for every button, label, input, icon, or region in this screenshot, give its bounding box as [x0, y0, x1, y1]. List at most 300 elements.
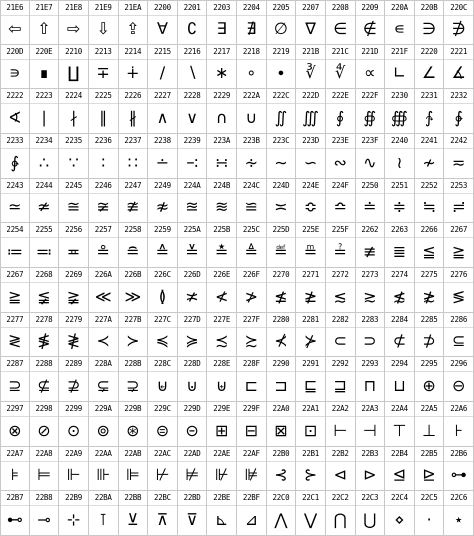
symbol-glyph: ∛ [305, 63, 316, 83]
symbol-glyph: ∨ [186, 108, 198, 128]
codepoint-label: 226B [119, 268, 148, 283]
symbol-glyph: ≺ [96, 331, 110, 351]
symbol-cell [0, 491, 30, 536]
symbol-glyph: ≦ [422, 242, 436, 262]
symbol-glyph: ≶ [451, 286, 466, 306]
codepoint-label: 2222 [1, 89, 29, 104]
codepoint-label: 223E [326, 134, 355, 149]
symbol-cell [0, 134, 30, 179]
symbol-cell [119, 45, 149, 90]
symbol-cell [89, 0, 119, 45]
symbol-glyph: ⊷ [6, 510, 23, 530]
symbol-cell [89, 89, 119, 134]
symbol-cell [119, 491, 149, 536]
codepoint-label: 2203 [207, 1, 236, 16]
symbol-cell [30, 357, 60, 402]
codepoint-label: 2208 [326, 1, 355, 16]
symbol-glyph: ≚ [185, 242, 199, 262]
codepoint-label: 22BC [148, 491, 177, 506]
symbol-cell [119, 89, 149, 134]
codepoint-label: 22B7 [1, 491, 29, 506]
symbol-cell [89, 179, 119, 224]
symbol-cell [237, 268, 267, 313]
symbol-glyph: ⊬ [155, 465, 170, 485]
symbol-glyph: ≳ [363, 286, 377, 306]
symbol-glyph: ≖ [66, 242, 81, 262]
symbol-glyph: ∊ [393, 19, 406, 39]
symbol-glyph: ∿ [363, 152, 377, 172]
symbol-glyph: ∯ [363, 108, 377, 128]
symbol-glyph: ≑ [392, 197, 407, 217]
symbol-cell [59, 447, 89, 492]
codepoint-label: 229C [148, 402, 177, 417]
symbol-glyph: ⊴ [392, 465, 407, 485]
symbol-glyph: ∻ [244, 152, 259, 172]
symbol-glyph: ⊗ [8, 420, 22, 440]
symbol-glyph: ∡ [451, 63, 466, 83]
symbol-glyph: ⋄ [394, 510, 405, 530]
symbol-glyph: ⊖ [451, 376, 466, 396]
codepoint-label: 2295 [415, 357, 444, 372]
symbol-glyph: ⊦ [454, 420, 463, 440]
symbol-glyph: ≮ [214, 286, 229, 306]
symbol-glyph: ≏ [333, 197, 347, 217]
symbol-glyph: ⊌ [156, 376, 169, 396]
symbol-glyph: ∈ [333, 19, 348, 39]
symbol-glyph: ≟ [333, 242, 347, 262]
symbol-glyph: ≗ [96, 242, 110, 262]
symbol-cell [444, 313, 474, 358]
codepoint-label: 2285 [415, 313, 444, 328]
symbol-glyph: ∓ [96, 63, 110, 83]
symbol-cell [30, 223, 60, 268]
symbol-glyph: ⊼ [156, 510, 169, 530]
symbol-glyph: ∭ [302, 108, 320, 128]
symbol-glyph: ⊞ [214, 420, 229, 440]
symbol-cell [0, 179, 30, 224]
codepoint-label: 220D [1, 45, 29, 60]
symbol-cell [119, 268, 149, 313]
symbol-cell [178, 179, 208, 224]
symbol-glyph: ⊕ [422, 376, 436, 396]
symbol-glyph: ⊊ [96, 376, 110, 396]
symbol-glyph: ≜ [244, 242, 259, 262]
symbol-cell [119, 0, 149, 45]
symbol-glyph: ∉ [362, 19, 377, 39]
codepoint-label: 229A [89, 402, 118, 417]
symbol-cell [148, 179, 178, 224]
symbol-cell [207, 313, 237, 358]
symbol-cell [0, 0, 30, 45]
codepoint-label: 225F [326, 223, 355, 238]
symbol-glyph: ≉ [155, 197, 170, 217]
symbol-glyph: ≫ [124, 286, 142, 306]
codepoint-label: 21E7 [30, 1, 59, 16]
symbol-glyph: ⊧ [10, 465, 19, 485]
symbol-glyph: ≀ [396, 152, 403, 172]
symbol-glyph: ≎ [303, 197, 318, 217]
symbol-cell [356, 268, 386, 313]
symbol-glyph: ≽ [185, 331, 199, 351]
symbol-glyph: ⊍ [186, 376, 198, 396]
symbol-cell [178, 491, 208, 536]
symbol-glyph: ⊢ [333, 420, 348, 440]
codepoint-label: 2227 [148, 89, 177, 104]
symbol-glyph: ⊛ [126, 420, 140, 440]
codepoint-label: 22A8 [30, 447, 59, 462]
symbol-cell [326, 268, 356, 313]
codepoint-label: 22A7 [1, 447, 29, 462]
symbol-cell [444, 0, 474, 45]
codepoint-label: 2284 [385, 313, 414, 328]
symbol-cell [326, 45, 356, 90]
codepoint-label: 2257 [89, 223, 118, 238]
symbol-glyph: ∧ [156, 108, 169, 128]
symbol-cell [178, 223, 208, 268]
symbol-glyph: ≍ [274, 197, 288, 217]
codepoint-label: 2223 [30, 89, 59, 104]
symbol-glyph: ⊠ [274, 420, 288, 440]
symbol-cell [59, 268, 89, 313]
symbol-glyph: ∽ [303, 152, 318, 172]
symbol-cell [296, 313, 326, 358]
symbol-cell [296, 134, 326, 179]
symbol-cell [30, 134, 60, 179]
symbol-glyph: ∺ [214, 152, 229, 172]
codepoint-label: 2243 [1, 179, 29, 194]
codepoint-label: 222A [237, 89, 266, 104]
symbol-cell [148, 223, 178, 268]
symbol-glyph: ≊ [185, 197, 199, 217]
codepoint-label: 227D [178, 313, 207, 328]
symbol-glyph: ≇ [126, 197, 140, 217]
symbol-glyph: ∀ [156, 19, 168, 39]
codepoint-label: 2236 [89, 134, 118, 149]
symbol-glyph: ⊿ [244, 510, 259, 530]
symbol-cell [444, 223, 474, 268]
codepoint-label: 2239 [178, 134, 207, 149]
codepoint-label: 2216 [178, 45, 207, 60]
symbol-glyph: ⊒ [333, 376, 347, 396]
symbol-cell [237, 402, 267, 447]
symbol-glyph: ≆ [96, 197, 110, 217]
codepoint-label: 22C6 [444, 491, 473, 506]
symbol-glyph: ≩ [66, 286, 81, 306]
symbol-cell [267, 0, 297, 45]
symbol-cell [0, 313, 30, 358]
codepoint-label: 21E8 [59, 1, 88, 16]
symbol-glyph: ⇧ [37, 19, 51, 39]
codepoint-label: 2237 [119, 134, 148, 149]
symbol-cell [385, 134, 415, 179]
codepoint-label: 2242 [444, 134, 473, 149]
symbol-glyph: ≧ [8, 286, 22, 306]
symbol-cell [267, 223, 297, 268]
codepoint-label: 228C [148, 357, 177, 372]
symbol-cell [119, 402, 149, 447]
symbol-cell [444, 447, 474, 492]
symbol-cell [326, 357, 356, 402]
symbol-cell [178, 268, 208, 313]
symbol-cell [89, 45, 119, 90]
symbol-glyph: ⇪ [126, 19, 140, 39]
symbol-cell [385, 0, 415, 45]
symbol-glyph: ⊮ [214, 465, 229, 485]
symbol-glyph: ≕ [35, 242, 52, 262]
symbol-cell [148, 89, 178, 134]
codepoint-label: 224D [267, 179, 296, 194]
codepoint-label: 2275 [415, 268, 444, 283]
codepoint-label: 220B [415, 1, 444, 16]
symbol-glyph: ⊔ [393, 376, 406, 396]
codepoint-label: 22B3 [356, 447, 385, 462]
codepoint-label: 222E [326, 89, 355, 104]
symbol-glyph: ≲ [333, 286, 347, 306]
symbol-cell [59, 357, 89, 402]
codepoint-label: 22AF [237, 447, 266, 462]
symbol-cell [119, 357, 149, 402]
codepoint-label: 2283 [356, 313, 385, 328]
symbol-glyph: ⋁ [304, 510, 318, 530]
codepoint-label: 22B4 [385, 447, 414, 462]
symbol-glyph: ⇩ [96, 19, 110, 39]
symbol-glyph: ⊇ [8, 376, 22, 396]
symbol-cell [296, 179, 326, 224]
symbol-cell [207, 402, 237, 447]
symbol-glyph: ⇨ [66, 19, 81, 39]
codepoint-label: 22BD [178, 491, 207, 506]
symbol-cell [207, 179, 237, 224]
symbol-glyph: ∔ [126, 63, 140, 83]
symbol-glyph: ≓ [451, 197, 466, 217]
symbol-cell [326, 89, 356, 134]
symbol-cell [267, 268, 297, 313]
symbol-glyph: ⊑ [303, 376, 318, 396]
codepoint-label: 222C [267, 89, 296, 104]
codepoint-label: 22B8 [30, 491, 59, 506]
symbol-cell [59, 89, 89, 134]
codepoint-label: 226C [148, 268, 177, 283]
symbol-cell [415, 447, 445, 492]
codepoint-label: 22C2 [326, 491, 355, 506]
codepoint-label: 2282 [326, 313, 355, 328]
codepoint-label: 2230 [385, 89, 414, 104]
symbol-glyph: ≌ [244, 197, 259, 217]
codepoint-label: 2252 [415, 179, 444, 194]
symbol-cell [30, 447, 60, 492]
codepoint-label: 2235 [59, 134, 88, 149]
symbol-glyph: ∩ [215, 108, 228, 128]
symbol-glyph: ≋ [214, 197, 229, 217]
codepoint-label: 2250 [356, 179, 385, 194]
codepoint-label: 2240 [385, 134, 414, 149]
symbol-cell [148, 447, 178, 492]
symbol-cell [178, 89, 208, 134]
symbol-cell [148, 357, 178, 402]
symbol-cell [415, 45, 445, 90]
symbol-cell [178, 447, 208, 492]
symbol-glyph: ≣ [392, 242, 407, 262]
symbol-cell [30, 45, 60, 90]
symbol-glyph: ∟ [392, 63, 407, 83]
symbol-cell [119, 223, 149, 268]
codepoint-label: 2267 [1, 268, 29, 283]
symbol-cell [59, 491, 89, 536]
symbol-cell [119, 447, 149, 492]
symbol-cell [444, 491, 474, 536]
symbol-cell [30, 89, 60, 134]
symbol-glyph: ≷ [8, 331, 22, 351]
codepoint-label: 22A6 [444, 402, 473, 417]
symbol-glyph: ⊥ [422, 420, 437, 440]
codepoint-label: 226F [237, 268, 266, 283]
codepoint-label: 2207 [296, 1, 325, 16]
symbol-glyph: ∗ [214, 63, 229, 83]
symbol-cell [385, 179, 415, 224]
symbol-glyph: ⋆ [453, 510, 464, 530]
symbol-cell [207, 89, 237, 134]
symbol-cell [89, 402, 119, 447]
codepoint-label: 228D [178, 357, 207, 372]
codepoint-label: 224B [207, 179, 236, 194]
symbol-cell [59, 0, 89, 45]
codepoint-label: 22B0 [267, 447, 296, 462]
codepoint-label: 22C4 [385, 491, 414, 506]
codepoint-label: 2255 [30, 223, 59, 238]
symbol-glyph: ∷ [127, 152, 138, 172]
codepoint-label: 2258 [119, 223, 148, 238]
symbol-glyph: ⊆ [451, 331, 466, 351]
symbol-glyph: ≁ [422, 152, 436, 172]
symbol-cell [385, 447, 415, 492]
codepoint-label: 2231 [415, 89, 444, 104]
symbol-glyph: ≾ [214, 331, 229, 351]
symbol-cell [415, 491, 445, 536]
symbol-glyph: ≱ [303, 286, 318, 306]
codepoint-label: 222D [296, 89, 325, 104]
symbol-cell [119, 313, 149, 358]
symbol-cell [207, 268, 237, 313]
symbol-cell [296, 357, 326, 402]
symbol-glyph: ∤ [69, 108, 78, 128]
symbol-cell [0, 223, 30, 268]
symbol-glyph: ≿ [244, 331, 259, 351]
symbol-cell [415, 313, 445, 358]
symbol-cell [0, 268, 30, 313]
symbol-cell [415, 223, 445, 268]
symbol-cell [89, 134, 119, 179]
symbol-glyph: ⊻ [126, 510, 139, 530]
symbol-glyph: ≝ [274, 242, 288, 262]
codepoint-label: 227A [89, 313, 118, 328]
codepoint-label: 2263 [385, 223, 414, 238]
symbol-cell [444, 268, 474, 313]
symbol-glyph: ⊎ [215, 376, 228, 396]
symbol-cell [0, 45, 30, 90]
symbol-cell [119, 179, 149, 224]
symbol-cell [326, 402, 356, 447]
symbol-glyph: ∃ [216, 19, 227, 39]
codepoint-label: 2247 [119, 179, 148, 194]
codepoint-label: 22A5 [415, 402, 444, 417]
codepoint-label: 2292 [326, 357, 355, 372]
symbol-cell [326, 491, 356, 536]
symbol-cell [89, 223, 119, 268]
symbol-glyph: ⊤ [392, 420, 407, 440]
codepoint-label: 22AB [119, 447, 148, 462]
codepoint-label: 22C0 [267, 491, 296, 506]
symbol-cell [444, 89, 474, 134]
codepoint-label: 2287 [1, 357, 29, 372]
symbol-cell [178, 45, 208, 90]
symbol-cell [326, 447, 356, 492]
symbol-glyph: ⊾ [214, 510, 229, 530]
symbol-cell [237, 89, 267, 134]
codepoint-label: 2205 [267, 1, 296, 16]
codepoint-label: 2294 [385, 357, 414, 372]
symbol-glyph: ∌ [451, 19, 466, 39]
symbol-glyph: ≄ [37, 197, 51, 217]
symbol-cell [148, 45, 178, 90]
symbol-cell [267, 313, 297, 358]
codepoint-label: 2232 [444, 89, 473, 104]
symbol-glyph: ⋂ [333, 510, 347, 530]
symbol-glyph: ∱ [424, 108, 434, 128]
symbol-cell [296, 45, 326, 90]
symbol-cell [148, 0, 178, 45]
codepoint-label: 22BF [237, 491, 266, 506]
symbol-cell [148, 402, 178, 447]
symbol-cell [415, 179, 445, 224]
codepoint-label: 2228 [178, 89, 207, 104]
codepoint-label: 2249 [148, 179, 177, 194]
symbol-cell [0, 357, 30, 402]
symbol-cell [267, 45, 297, 90]
codepoint-label: 229B [119, 402, 148, 417]
codepoint-label: 2259 [148, 223, 177, 238]
symbol-cell [267, 447, 297, 492]
codepoint-label: 2221 [444, 45, 473, 60]
symbol-glyph: ⊰ [274, 465, 288, 485]
symbol-glyph: ∼ [274, 152, 288, 172]
symbol-cell [326, 179, 356, 224]
codepoint-label: 2204 [237, 1, 266, 16]
codepoint-label: 22BB [119, 491, 148, 506]
symbol-glyph: ⊡ [303, 420, 318, 440]
codepoint-label: 22A2 [326, 402, 355, 417]
codepoint-label: 2266 [415, 223, 444, 238]
codepoint-label: 225C [237, 223, 266, 238]
codepoint-label: 22AC [148, 447, 177, 462]
codepoint-label: 2279 [59, 313, 88, 328]
symbol-glyph: ⊄ [392, 331, 407, 351]
symbol-glyph: ≞ [303, 242, 318, 262]
codepoint-label: 2281 [296, 313, 325, 328]
codepoint-label: 2289 [59, 357, 88, 372]
symbol-cell [267, 89, 297, 134]
codepoint-label: 225D [267, 223, 296, 238]
codepoint-label: 220E [30, 45, 59, 60]
symbol-glyph: ⊯ [244, 465, 259, 485]
codepoint-label: 2293 [356, 357, 385, 372]
symbol-glyph: ≰ [274, 286, 288, 306]
codepoint-label: 22AA [89, 447, 118, 462]
symbol-glyph: ≯ [244, 286, 259, 306]
symbol-glyph: ∁ [186, 19, 198, 39]
codepoint-label: 22A1 [296, 402, 325, 417]
symbol-glyph: ≃ [8, 197, 22, 217]
symbol-cell [296, 89, 326, 134]
